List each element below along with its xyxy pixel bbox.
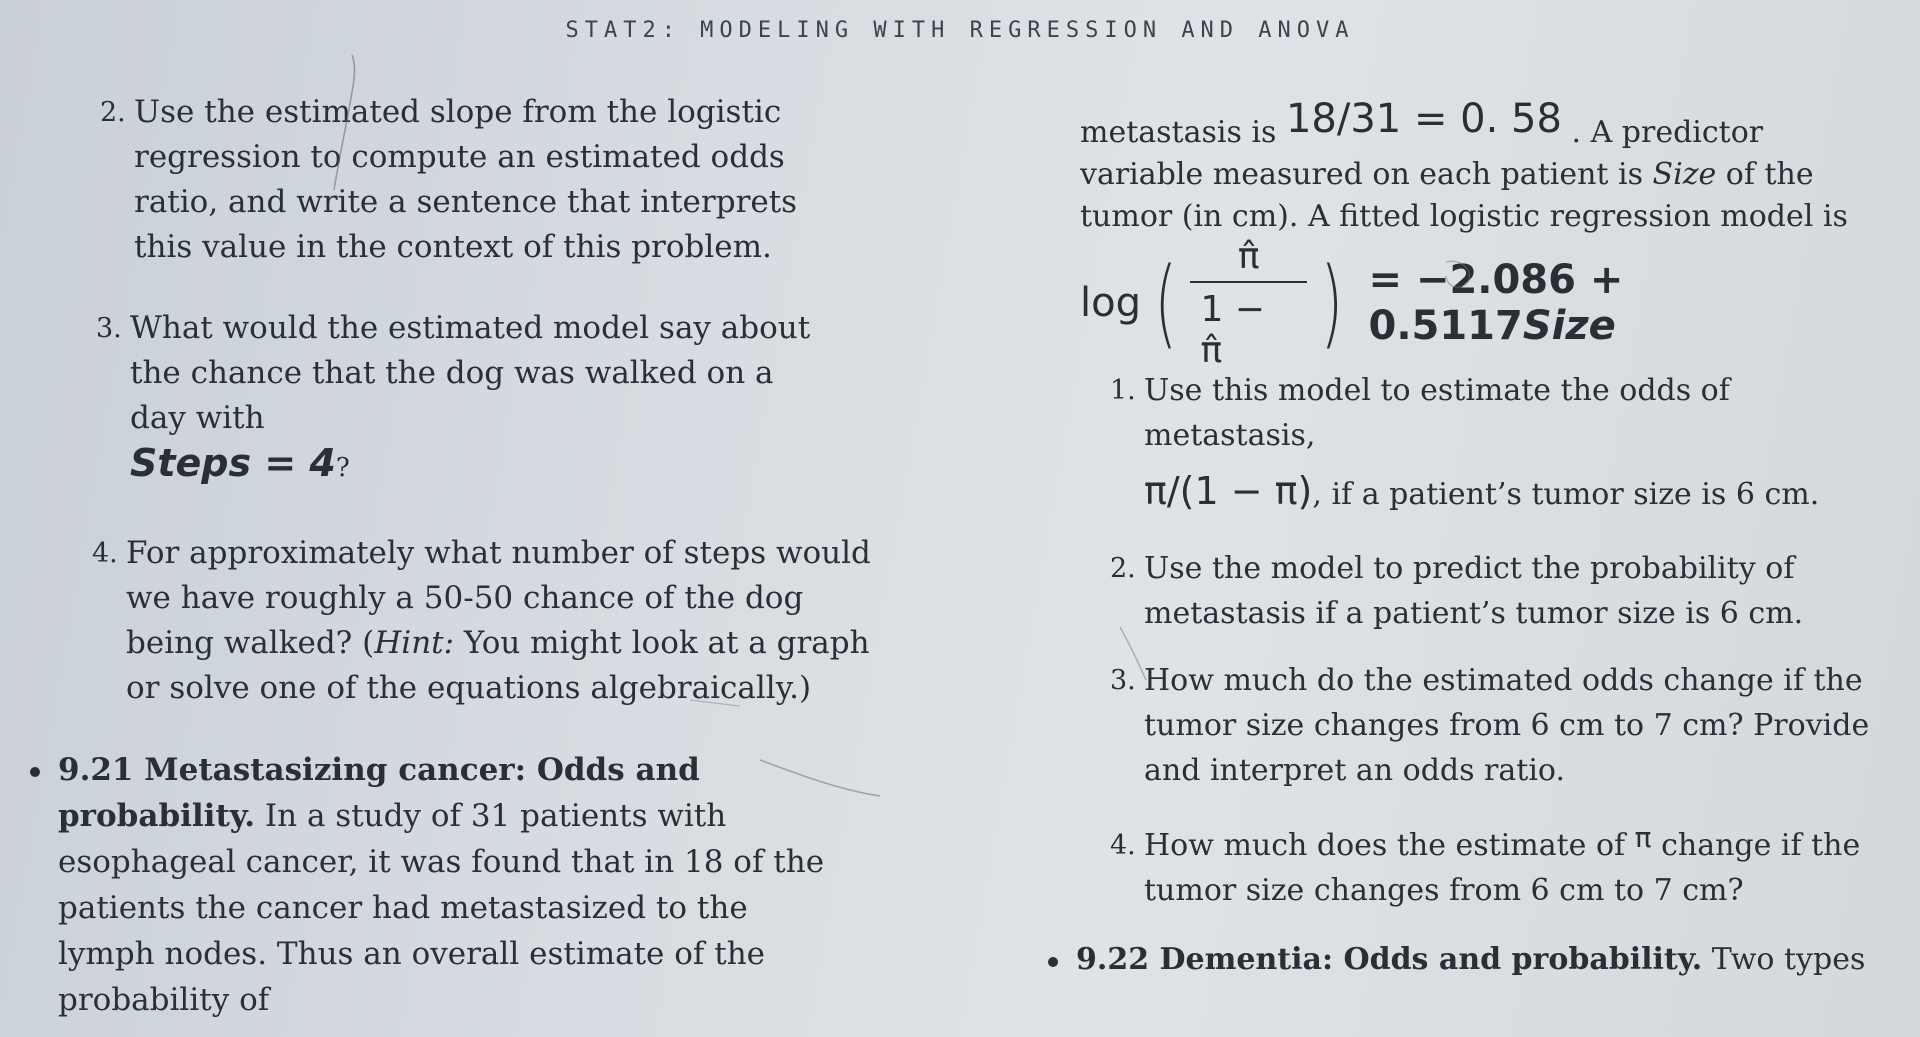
- exercise-body: Two types: [1702, 942, 1866, 977]
- question-text-part: You might look at a graph or solve one of the equations algebraically.): [126, 625, 870, 706]
- intro-text: of the tumor (in cm). A fitted logistic regression model is: [1080, 157, 1848, 234]
- hint-label: Hint:: [374, 625, 455, 661]
- question-text-part: , if a patient’s tumor size is 6 cm.: [1312, 477, 1820, 512]
- left-column: [30, 90, 890, 1023]
- fraction-numerator: π̂: [1237, 235, 1260, 277]
- size-variable: Size: [1652, 157, 1717, 192]
- intro-text: . A predictor variable measured on each patient is: [1080, 115, 1764, 192]
- equation-variable: Size: [1522, 303, 1616, 349]
- question-text: Use the estimated slope from the logistic regression to compute an estimated odds ratio, and write a sentence that interprets this value in the context of this problem.: [134, 94, 798, 265]
- question-number: 2.: [1110, 553, 1136, 584]
- logistic-equation: [1080, 235, 1880, 371]
- sub-question-4: [1110, 823, 1870, 913]
- question-text: Use the model to predict the probability of metastasis if a patient’s tumor size is 6 cm.: [1144, 551, 1804, 631]
- question-2: [100, 90, 860, 270]
- exercise-text: [1076, 937, 1888, 983]
- exercise-body: In a study of 31 patients with esophageal cancer, it was found that in 18 of the patients the cancer had metastasized to the lymph nodes. Thus an overall estimate of the probability of: [58, 798, 825, 1018]
- fraction-denominator: 1 − π̂: [1190, 281, 1307, 371]
- exercise-title: 9.21 Metastasizing cancer: Odds and probability.: [58, 752, 700, 834]
- exercise-text: [58, 747, 830, 1023]
- intro-text: metastasis is: [1080, 115, 1277, 150]
- sub-question-1: [1110, 368, 1870, 524]
- question-text-part: How much does the estimate of: [1144, 828, 1635, 863]
- question-number: 1.: [1110, 375, 1136, 406]
- question-number: 3.: [96, 313, 122, 344]
- question-text-part: What would the estimated model say about the chance that the dog was walked on a day with: [130, 310, 811, 436]
- question-text-part: Use this model to estimate the odds of metastasis,: [1144, 373, 1730, 453]
- question-text: How much do the estimated odds change if the tumor size changes from 6 cm to 7 cm? Provide and interpret an odds ratio.: [1144, 663, 1870, 788]
- fraction-estimate: 18/31 = 0. 58: [1285, 96, 1562, 142]
- steps-equation: Steps = 4: [130, 441, 336, 485]
- bullet-icon: [1048, 957, 1058, 967]
- equation-rhs: [1368, 257, 1880, 349]
- question-text: [130, 306, 836, 491]
- question-number: 2.: [100, 97, 126, 128]
- exercise-intro: [1080, 96, 1870, 238]
- odds-expression: π/(1 − π): [1144, 469, 1313, 513]
- pi-symbol: π: [1634, 821, 1652, 854]
- question-3: [96, 306, 836, 491]
- question-mark: ?: [335, 453, 350, 483]
- question-4: [92, 531, 892, 711]
- question-text-part: For approximately what number of steps would we have roughly a 50-50 chance of the dog being walked? (: [126, 535, 871, 661]
- question-number: 4.: [1110, 830, 1136, 861]
- exercise-9-22: [1048, 937, 1888, 983]
- question-text: [126, 531, 892, 711]
- log-label: log: [1080, 280, 1141, 326]
- odds-fraction: [1190, 236, 1307, 371]
- right-column: [1076, 96, 1880, 983]
- page-header: STAT2: MODELING WITH REGRESSION AND ANOVA: [565, 18, 1355, 43]
- sub-question-2: [1110, 546, 1870, 636]
- question-text: [1144, 823, 1870, 913]
- equation-constant: = −2.086 + 0.5117: [1368, 257, 1624, 349]
- exercise-9-21: [30, 747, 830, 1023]
- question-number: 3.: [1110, 665, 1136, 696]
- question-text-part: change if the tumor size changes from 6 cm to 7 cm?: [1144, 828, 1861, 908]
- question-text: [1144, 368, 1870, 524]
- sub-question-3: [1110, 658, 1870, 793]
- question-number: 4.: [92, 538, 118, 569]
- left-paren: (: [1154, 247, 1177, 359]
- exercise-title: 9.22 Dementia: Odds and probability.: [1076, 942, 1703, 977]
- right-paren: ): [1320, 247, 1343, 359]
- bullet-icon: [30, 767, 40, 777]
